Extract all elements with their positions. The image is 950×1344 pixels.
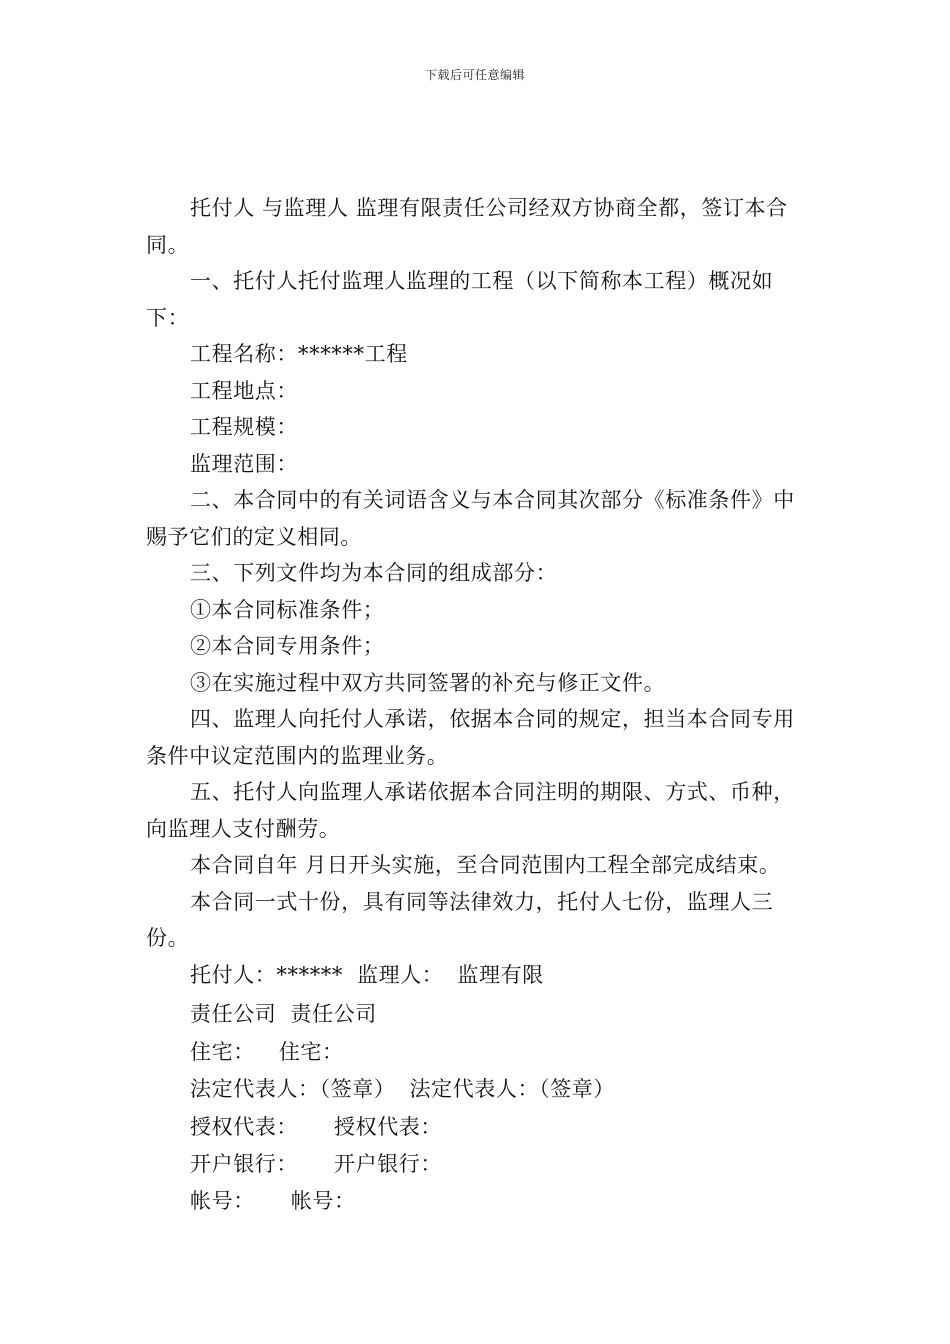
client-label: 托付人：****** <box>190 963 343 987</box>
project-location: 工程地点： <box>190 378 298 403</box>
signature-residence-row <box>190 1034 810 1071</box>
contract-body <box>146 190 808 957</box>
supervisor-name: 监理有限 <box>457 963 544 987</box>
project-name: 工程名称：******工程 <box>190 342 408 366</box>
paragraph-item-5: 五、托付人向监理人承诺依据本合同注明的期限、方式、币种，向监理人支付酬劳。 <box>146 780 795 841</box>
document-list-item-1: ①本合同标准条件； <box>190 597 385 622</box>
signature-block <box>190 957 810 994</box>
signature-account-row <box>190 1183 810 1220</box>
paragraph-item-3: 三、下列文件均为本合同的组成部分： <box>190 561 558 585</box>
residence-right: 住宅： <box>278 1040 344 1064</box>
company-left: 责任公司 <box>190 1002 277 1026</box>
bank-right: 开户银行： <box>334 1152 442 1176</box>
document-list-item-2: ②本合同专用条件； <box>190 634 385 658</box>
account-right: 帐号： <box>290 1189 356 1213</box>
signature-auth-rep-row <box>190 1109 810 1146</box>
account-left: 帐号： <box>190 1189 255 1213</box>
signature-company-row <box>190 996 810 1033</box>
auth-rep-left: 授权代表： <box>190 1115 298 1139</box>
signature-legal-rep-row <box>190 1071 810 1108</box>
supervisor-label: 监理人： <box>357 963 444 987</box>
company-right: 责任公司 <box>290 1002 377 1026</box>
legal-rep-right: 法定代表人：（签章） <box>409 1077 615 1101</box>
bank-left: 开户银行： <box>190 1152 298 1176</box>
paragraph-item-1: 一、托付人托付监理人监理的工程（以下简称本工程）概况如下： <box>146 269 774 330</box>
paragraph-effective-date: 本合同自年 月日开头实施，至合同范围内工程全部完成结束。 <box>190 853 781 877</box>
document-list-item-3: ③在实施过程中双方共同签署的补充与修正文件。 <box>190 670 666 695</box>
legal-rep-left: 法定代表人：（签章） <box>190 1077 396 1101</box>
residence-left: 住宅： <box>190 1040 255 1064</box>
signature-bank-row <box>190 1146 810 1183</box>
paragraph-item-2: 二、本合同中的有关词语含义与本合同其次部分《标准条件》中赐予它们的定义相同。 <box>146 488 795 549</box>
supervision-scope: 监理范围： <box>190 451 298 476</box>
auth-rep-right: 授权代表： <box>334 1115 442 1139</box>
header-note: 下载后可任意编辑 <box>424 68 525 82</box>
paragraph-intro: 托付人 与监理人 监理有限责任公司经双方协商全都，签订本合同。 <box>146 196 788 257</box>
paragraph-item-4: 四、监理人向托付人承诺，依据本合同的规定，担当本合同专用条件中议定范围内的监理业务。 <box>146 707 795 768</box>
project-scale: 工程规模： <box>190 415 298 439</box>
paragraph-copies: 本合同一式十份，具有同等法律效力，托付人七份，监理人三份。 <box>146 889 774 950</box>
signature-parties-line <box>190 957 810 994</box>
